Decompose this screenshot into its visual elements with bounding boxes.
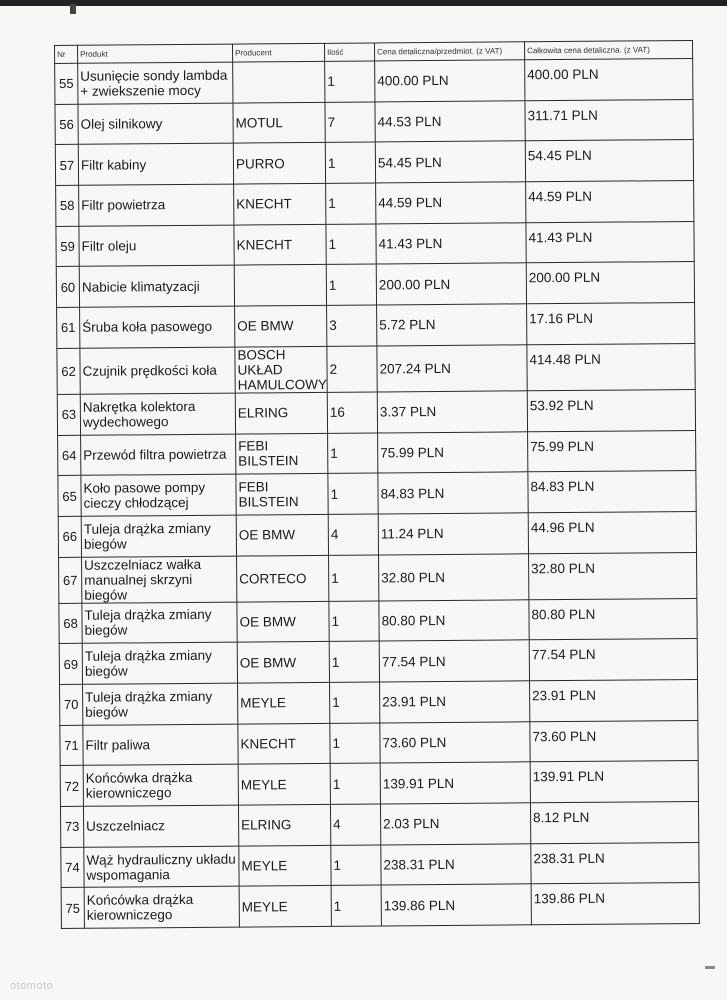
cell-producent: CORTECO bbox=[237, 555, 329, 602]
cell-nr: 58 bbox=[56, 185, 79, 226]
table-row bbox=[60, 801, 698, 847]
cell-cena: 80.80 PLN bbox=[379, 599, 529, 641]
cell-nr: 75 bbox=[61, 888, 84, 929]
cell-nr: 57 bbox=[55, 145, 78, 186]
table-row bbox=[57, 303, 695, 349]
cell-nr: 63 bbox=[57, 394, 80, 435]
col-header-produkt: Produkt bbox=[78, 44, 233, 63]
cell-ilosc: 1 bbox=[331, 845, 381, 886]
table-row bbox=[60, 761, 698, 807]
col-header-nr: Nr bbox=[55, 45, 78, 63]
cell-producent: KNECHT bbox=[238, 723, 330, 764]
table-row bbox=[56, 221, 694, 267]
cell-producent: MEYLE bbox=[238, 764, 330, 805]
cell-ilosc: 1 bbox=[326, 224, 376, 265]
cell-producent: MEYLE bbox=[238, 682, 330, 723]
cell-producent bbox=[233, 61, 325, 102]
cell-ilosc: 1 bbox=[325, 142, 375, 183]
cell-calkowita: 75.99 PLN bbox=[528, 430, 696, 472]
cell-nr: 69 bbox=[59, 644, 82, 685]
cell-producent: OE BMW bbox=[237, 642, 329, 683]
cell-ilosc: 2 bbox=[327, 346, 377, 392]
cell-produkt: Filtr powietrza bbox=[79, 184, 234, 226]
cell-nr: 56 bbox=[55, 104, 78, 145]
cell-produkt: Uszczelniacz bbox=[83, 805, 238, 847]
table-row bbox=[59, 552, 697, 603]
cell-calkowita: 200.00 PLN bbox=[526, 262, 694, 304]
cell-produkt: Koło pasowe pompy cieczy chłodzącej bbox=[81, 474, 236, 516]
cell-producent bbox=[234, 265, 326, 306]
cell-cena: 11.24 PLN bbox=[378, 513, 528, 555]
cell-cena: 44.59 PLN bbox=[376, 182, 526, 224]
cell-producent: MOTUL bbox=[233, 102, 325, 143]
cell-cena: 238.31 PLN bbox=[381, 843, 531, 885]
cell-producent: ELRING bbox=[235, 392, 327, 433]
cell-produkt: Końcówka drążka kierowniczego bbox=[84, 886, 239, 928]
table-row bbox=[60, 679, 698, 725]
cell-produkt: Tuleja drążka zmiany biegów bbox=[82, 602, 237, 644]
cell-nr: 72 bbox=[60, 766, 83, 807]
cell-calkowita: 8.12 PLN bbox=[530, 801, 698, 843]
cell-produkt: Wąż hydrauliczny układu wspomagania bbox=[84, 846, 239, 888]
cell-ilosc: 1 bbox=[330, 723, 380, 764]
cell-cena: 23.91 PLN bbox=[380, 681, 530, 723]
cell-nr: 70 bbox=[60, 684, 83, 725]
cell-calkowita: 400.00 PLN bbox=[525, 58, 693, 100]
cell-ilosc: 1 bbox=[330, 682, 380, 723]
cell-ilosc: 1 bbox=[329, 555, 379, 601]
table-row bbox=[58, 511, 696, 557]
col-header-ilosc: Ilość bbox=[324, 43, 374, 61]
cell-calkowita: 414.48 PLN bbox=[527, 343, 695, 390]
table-body bbox=[55, 58, 700, 928]
cell-cena: 400.00 PLN bbox=[375, 60, 525, 102]
cell-nr: 64 bbox=[58, 435, 81, 476]
parts-table bbox=[54, 40, 700, 929]
cell-cena: 41.43 PLN bbox=[376, 223, 526, 265]
cell-ilosc: 1 bbox=[326, 264, 376, 305]
cell-produkt: Czujnik prędkości koła bbox=[80, 347, 235, 394]
cell-calkowita: 311.71 PLN bbox=[525, 99, 693, 141]
cell-ilosc: 4 bbox=[330, 804, 380, 845]
cell-ilosc: 1 bbox=[329, 641, 379, 682]
cell-ilosc: 1 bbox=[326, 183, 376, 224]
cell-produkt: Uszczelniacz wałka manualnej skrzyni biegów bbox=[82, 556, 237, 603]
table-row bbox=[55, 140, 693, 186]
cell-produkt: Przewód filtra powietrza bbox=[81, 434, 236, 476]
cell-produkt: Olej silnikowy bbox=[78, 103, 233, 145]
cell-nr: 60 bbox=[56, 267, 79, 308]
scan-notch bbox=[70, 4, 76, 14]
cell-calkowita: 32.80 PLN bbox=[529, 552, 697, 599]
cell-cena: 2.03 PLN bbox=[380, 803, 530, 845]
cell-cena: 207.24 PLN bbox=[377, 345, 527, 392]
cell-nr: 65 bbox=[58, 475, 81, 516]
table-row bbox=[61, 883, 699, 929]
table-row bbox=[55, 58, 693, 104]
table-row bbox=[57, 343, 695, 394]
watermark: otomoto bbox=[10, 980, 54, 992]
cell-ilosc: 1 bbox=[330, 763, 380, 804]
col-header-producent: Producent bbox=[232, 43, 324, 62]
cell-cena: 139.86 PLN bbox=[381, 884, 531, 926]
cell-calkowita: 139.91 PLN bbox=[530, 761, 698, 803]
cell-produkt: Nabicie klimatyzacji bbox=[79, 266, 234, 308]
scan-edge bbox=[0, 0, 727, 6]
cell-ilosc: 1 bbox=[331, 885, 381, 926]
cell-cena: 77.54 PLN bbox=[379, 640, 529, 682]
cell-producent: BOSCH UKŁAD HAMULCOWY bbox=[235, 346, 327, 393]
cell-cena: 139.91 PLN bbox=[380, 762, 530, 804]
table-row bbox=[56, 181, 694, 227]
cell-calkowita: 77.54 PLN bbox=[529, 639, 697, 681]
cell-produkt: Usunięcie sondy lambda + zwiekszenie mocy bbox=[78, 62, 233, 104]
cell-ilosc: 4 bbox=[328, 514, 378, 555]
cell-calkowita: 139.86 PLN bbox=[531, 883, 699, 925]
cell-produkt: Końcówka drążka kierowniczego bbox=[83, 764, 238, 806]
cell-produkt: Tuleja drążka zmiany biegów bbox=[83, 683, 238, 725]
table-row bbox=[56, 262, 694, 308]
cell-ilosc: 1 bbox=[325, 61, 375, 102]
cell-nr: 73 bbox=[60, 806, 83, 847]
table-row bbox=[59, 639, 697, 685]
cell-nr: 66 bbox=[58, 516, 81, 557]
cell-nr: 62 bbox=[57, 348, 80, 394]
cell-nr: 59 bbox=[56, 226, 79, 267]
cell-cena: 200.00 PLN bbox=[376, 263, 526, 305]
cell-producent: KNECHT bbox=[234, 224, 326, 265]
cell-calkowita: 73.60 PLN bbox=[530, 720, 698, 762]
cell-ilosc: 1 bbox=[329, 601, 379, 642]
cell-cena: 32.80 PLN bbox=[379, 553, 529, 600]
cell-nr: 67 bbox=[59, 557, 82, 603]
cell-calkowita: 44.59 PLN bbox=[526, 181, 694, 223]
cell-ilosc: 1 bbox=[328, 473, 378, 514]
cell-calkowita: 80.80 PLN bbox=[529, 598, 697, 640]
scan-mark bbox=[705, 966, 715, 969]
cell-producent: OE BMW bbox=[237, 601, 329, 642]
cell-produkt: Tuleja drążka zmiany biegów bbox=[82, 642, 237, 684]
cell-cena: 84.83 PLN bbox=[378, 472, 528, 514]
cell-calkowita: 41.43 PLN bbox=[526, 221, 694, 263]
table-row bbox=[58, 471, 696, 517]
cell-cena: 44.53 PLN bbox=[375, 100, 525, 142]
cell-cena: 5.72 PLN bbox=[377, 304, 527, 346]
cell-produkt: Nakrętka kolektora wydechowego bbox=[80, 393, 235, 435]
cell-producent: MEYLE bbox=[239, 845, 331, 886]
table-row bbox=[58, 430, 696, 476]
cell-cena: 3.37 PLN bbox=[377, 391, 527, 433]
cell-ilosc: 1 bbox=[328, 432, 378, 473]
cell-nr: 71 bbox=[60, 725, 83, 766]
cell-nr: 68 bbox=[59, 603, 82, 644]
cell-nr: 55 bbox=[55, 63, 78, 104]
cell-calkowita: 238.31 PLN bbox=[531, 842, 699, 884]
cell-calkowita: 44.96 PLN bbox=[528, 511, 696, 553]
cell-cena: 73.60 PLN bbox=[380, 721, 530, 763]
cell-produkt: Tuleja drążka zmiany biegów bbox=[81, 515, 236, 557]
cell-produkt: Filtr paliwa bbox=[83, 724, 238, 766]
cell-nr: 61 bbox=[57, 307, 80, 348]
cell-produkt: Filtr kabiny bbox=[78, 143, 233, 185]
cell-calkowita: 84.83 PLN bbox=[528, 471, 696, 513]
cell-producent: FEBI BILSTEIN bbox=[236, 474, 328, 515]
col-header-calkowita: Całkowita cena detaliczna. (z VAT) bbox=[524, 40, 692, 59]
cell-producent: OE BMW bbox=[236, 514, 328, 555]
cell-cena: 75.99 PLN bbox=[378, 431, 528, 473]
cell-producent: FEBI BILSTEIN bbox=[236, 433, 328, 474]
cell-cena: 54.45 PLN bbox=[375, 141, 525, 183]
cell-ilosc: 3 bbox=[327, 305, 377, 346]
table-row bbox=[59, 598, 697, 644]
cell-producent: PURRO bbox=[233, 143, 325, 184]
cell-calkowita: 23.91 PLN bbox=[530, 679, 698, 721]
cell-calkowita: 17.16 PLN bbox=[527, 303, 695, 345]
col-header-cena: Cena detaliczna/przedmiot. (z VAT) bbox=[374, 42, 524, 61]
cell-producent: KNECHT bbox=[234, 183, 326, 224]
cell-calkowita: 53.92 PLN bbox=[527, 389, 695, 431]
cell-produkt: Filtr oleju bbox=[79, 225, 234, 267]
cell-producent: ELRING bbox=[238, 804, 330, 845]
cell-ilosc: 16 bbox=[327, 392, 377, 433]
cell-produkt: Śruba koła pasowego bbox=[80, 306, 235, 348]
table-row bbox=[55, 99, 693, 145]
cell-producent: OE BMW bbox=[235, 305, 327, 346]
cell-calkowita: 54.45 PLN bbox=[525, 140, 693, 182]
cell-nr: 74 bbox=[61, 847, 84, 888]
cell-producent: MEYLE bbox=[239, 886, 331, 927]
table-row bbox=[61, 842, 699, 888]
cell-ilosc: 7 bbox=[325, 102, 375, 143]
table-row bbox=[60, 720, 698, 766]
table-row bbox=[57, 389, 695, 435]
